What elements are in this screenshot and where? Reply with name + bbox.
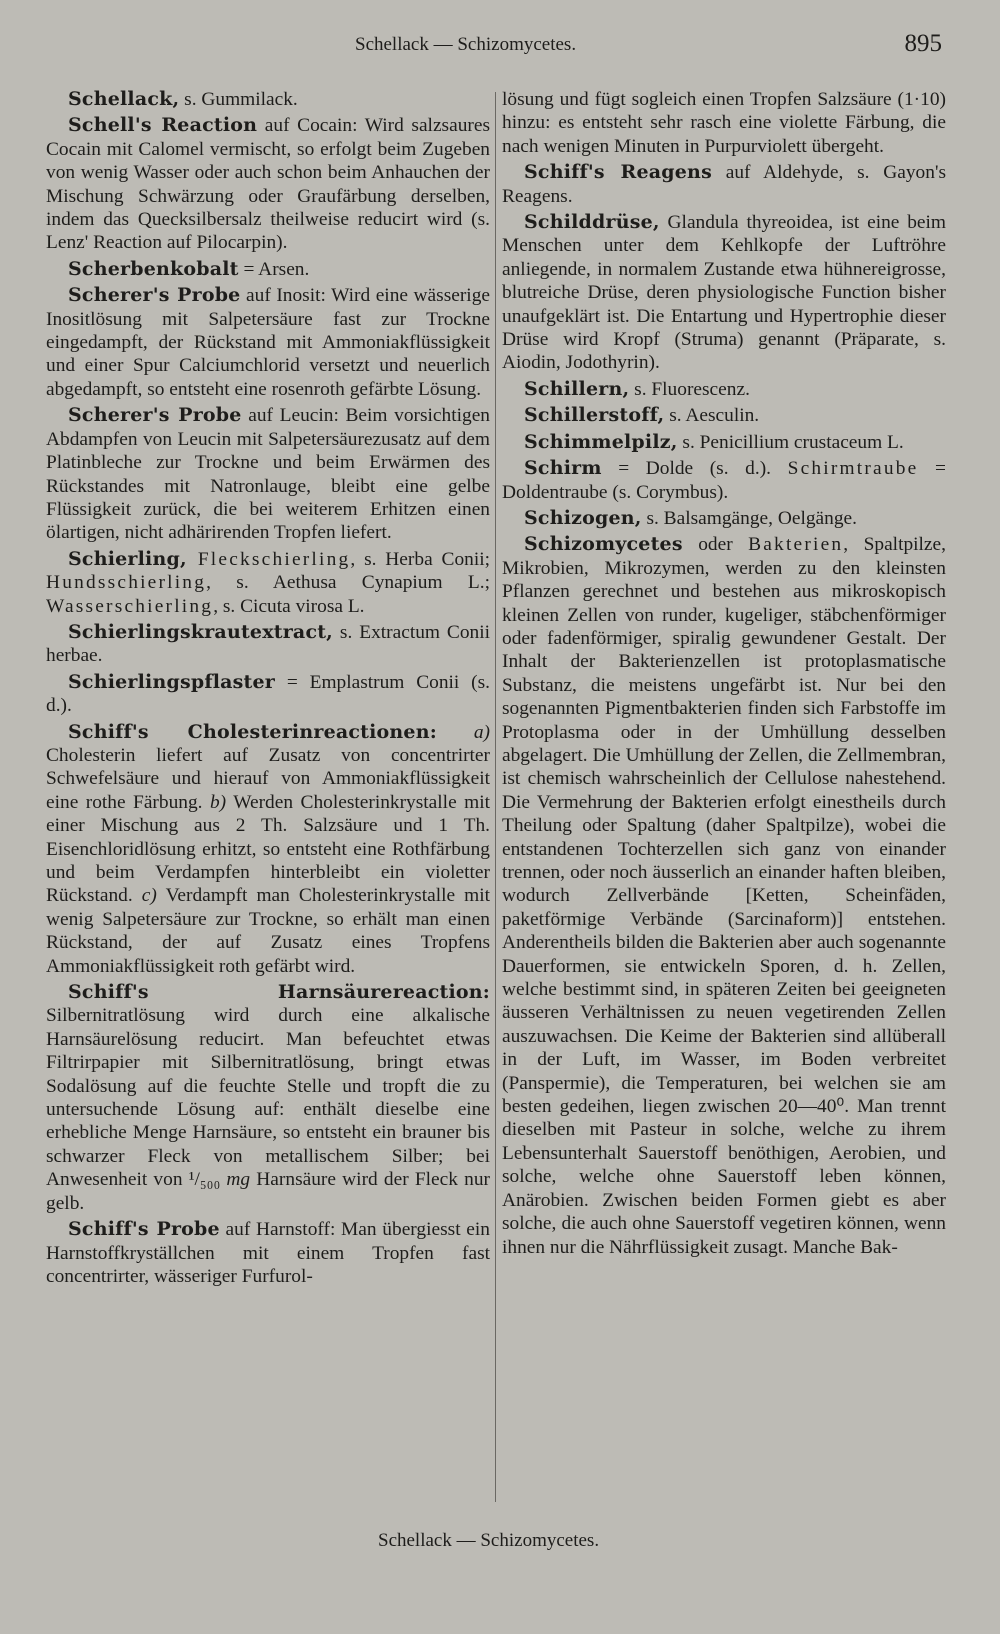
entry-schiffs-reagens bbox=[502, 161, 946, 208]
entry-text: auf Harnstoff: Man übergiesst ein Harnstoffkryställchen mit einem Tropfen fast concentrirter, wässeriger Furfurol- bbox=[46, 1219, 490, 1287]
page-number: 895 bbox=[904, 30, 942, 57]
entry-headword: Schell's Reaction bbox=[68, 114, 258, 137]
fraction: ¹/₅₀₀ bbox=[188, 1169, 221, 1191]
entry-schirm bbox=[502, 457, 946, 504]
entry-headword: Schiff's Harnsäurereaction: bbox=[68, 981, 490, 1004]
entry-text: Verdampft man Cholesterinkrystalle mit wenig Salpetersäure zur Trockne, so erhält man einen Rückstand, der auf Zusatz eines Tropfens Ammoniakflüssigkeit roth gefärbt wird. bbox=[46, 885, 490, 977]
entry-schierlingspflaster bbox=[46, 671, 490, 718]
entry-continuation bbox=[502, 88, 946, 158]
entry-text: Harnsäure wird der Fleck nur gelb. bbox=[46, 1169, 490, 1214]
entry-text: lösung und fügt sogleich einen Tropfen Salzsäure (1·10) hinzu: es entsteht sehr rasch eine violette Färbung, die nach wenigen Minuten in Purpurviolett übergeht. bbox=[502, 89, 946, 157]
entry-text: s. Aesculin. bbox=[664, 405, 760, 427]
right-column bbox=[502, 88, 946, 1262]
left-column bbox=[46, 88, 490, 1291]
entry-text: = Emplastrum Conii (s. d.). bbox=[46, 671, 490, 717]
running-head-title: Schellack — Schizomycetes. bbox=[355, 34, 577, 55]
entry-text: s. Fluorescenz. bbox=[629, 378, 750, 400]
entry-text: = Arsen. bbox=[238, 258, 310, 280]
entry-headword: Scherbenkobalt bbox=[68, 257, 239, 280]
entry-headword: Schillerstoff, bbox=[524, 404, 665, 427]
entry-text: Silbernitratlösung wird durch eine alkalische Harnsäurelösung reducirt. Man befeuchtet etwas Filtrirpapier mit Silbernitratlösung, bringt etwas Sodalösung auf die feuchte Stelle und tropft die zu untersuchende Lösung auf: enthält dieselbe eine erhebliche Menge Harnsäure, so entsteht ein brauner bis schwarzer Fleck von metallischem Silber; bei Anwesenheit von bbox=[46, 1005, 490, 1191]
entry-headword: Schierlingskrautextract, bbox=[68, 620, 334, 643]
entry-headword: Schiff's Probe bbox=[68, 1218, 220, 1241]
entry-scherers-probe-leucin bbox=[46, 404, 490, 544]
entry-headword: Schierling, bbox=[68, 547, 187, 570]
entry-text: , s. Aethusa Cynapium L.; bbox=[206, 572, 490, 594]
entry-text: , s. Herba Conii; bbox=[350, 548, 491, 570]
entry-schiffs-cholesterinreactionen bbox=[46, 721, 490, 978]
entry-headword: Schizomycetes bbox=[524, 533, 683, 556]
entry-text: s. Balsamgänge, Oelgänge. bbox=[641, 507, 857, 529]
entry-headword: Schiff's Reagens bbox=[524, 161, 712, 184]
entry-text: s. Gummilack. bbox=[179, 89, 298, 110]
item-marker: b) bbox=[209, 791, 227, 813]
spaced-term: Bakterien bbox=[748, 534, 844, 556]
spaced-term: Hundsschierling bbox=[46, 572, 207, 594]
spaced-term: Schirmtraube bbox=[787, 458, 919, 480]
entry-schells-reaction bbox=[46, 114, 490, 254]
entry-text: Glandula thyreoidea, ist eine beim Menschen unter dem Kehlkopfe der Luftröhre anliegende, in normalem Zustande etwa hühnereigrosse, blutreiche Drüse, deren physiologische Function bisher unaufgeklärt ist. Die Entartung und Hypertrophie dieser Drüse wird Kropf (Struma) genannt (Präparate, s. Aiodin, Jodothyrin). bbox=[502, 212, 946, 374]
column-divider bbox=[495, 92, 496, 1502]
entry-text: = Dolde (s. d.). bbox=[601, 458, 788, 480]
entry-headword: Schiff's Cholesterinreactionen: bbox=[68, 720, 437, 743]
entry-headword: Schillern, bbox=[524, 377, 630, 400]
entry-headword: Scherer's Probe bbox=[68, 284, 241, 307]
entry-text: , Spaltpilze, Mikrobien, Mikrozymen, werden zu den kleinsten Pflanzen gerechnet und bestehen aus mikroskopisch kleinen Zellen von runder, kugeliger, stäbchenförmiger oder fadenförmiger, spiralig gewundener Gestalt. Der Inhalt der Bakterienzellen ist protoplasmatische Substanz, die meistens ungefärbt ist. Nur bei den sogenannten Pigmentbakterien finden sich Farbstoffe im Protoplasma oder in der Umhüllung desselben abgelagert. Die Umhüllung der Zellen, die Zellmembran, ist chemisch wahrscheinlich der Cellulose nahestehend. Die Vermehrung der Bakterien erfolgt einestheils durch Theilung oder Spaltung (daher Spaltpilze), wobei die entstandenen Tochterzellen sich ganz von einander trennen, oder noch äusserlich an einander haften bleiben, wodurch Zellverbände [Ketten, Scheinfäden, paketförmige Verbände (Sarcinaform)] entstehen. Anderentheils bilden die Bakterien aber auch sogenannte Dauerformen, sie entwickeln Sporen, d. h. Zellen, welche bestimmt sind, in späteren Zeiten bei geeigneten äusseren Verhältnissen zu neuen vegetirenden Zellen auszuwachsen. Die Keime der Bakterien sind allüberall in der Luft, im Wasser, im Boden verbreitet (Panspermie), die Temperaturen, bei welchen sie am besten gedeihen, liegen zwischen 20—40⁰. Man trennt dieselben mit Pasteur in solche, welche zu ihrem Lebensunterhalt Sauerstoff benöthigen, Aerobien, und solche, welche ohne Sauerstoff leben können, Anärobien. Zwischen beiden Formen giebt es aber solche, die auch ohne Sauerstoff vegetiren können, wenn ihnen nur die Nährflüssigkeit zusagt. Manche Bak- bbox=[502, 534, 946, 1258]
entry-schiffs-probe bbox=[46, 1218, 490, 1288]
spaced-term: Fleckschierling bbox=[186, 548, 351, 570]
entry-headword: Scherer's Probe bbox=[68, 404, 242, 427]
entry-text: auf Cocain: Wird salzsaures Cocain mit Calomel vermischt, so erfolgt beim Zugeben von wenig Wasser oder auch schon beim Anhauchen der Mischung Schwärzung oder Graufärbung derselben, indem das Quecksilbersalz theilweise reducirt wird (s. Lenz' Reaction auf Pilocarpin). bbox=[46, 115, 491, 254]
entry-text: oder bbox=[682, 534, 749, 556]
entry-headword: Schizogen, bbox=[524, 506, 642, 529]
entry-scherbenkobalt bbox=[46, 258, 490, 281]
item-marker: c) bbox=[141, 885, 157, 907]
entry-text: s. Penicillium crustaceum L. bbox=[677, 431, 904, 453]
entry-schellack bbox=[46, 88, 490, 111]
entry-text: Cholesterin liefert auf Zusatz von concentrirter Schwefelsäure und hierauf von Ammoniakflüssigkeit eine rothe Färbung. bbox=[46, 744, 490, 813]
spaced-term: Wasserschierling bbox=[46, 595, 214, 617]
entry-text: s. Extractum Conii herbae. bbox=[46, 621, 490, 667]
running-head bbox=[0, 30, 1000, 60]
entry-schierling bbox=[46, 548, 490, 618]
entry-headword: Schierlingspflaster bbox=[68, 670, 276, 693]
entry-schizomycetes bbox=[502, 533, 946, 1259]
entry-headword: Schellack, bbox=[68, 88, 180, 110]
entry-text: auf Aldehyde, s. Gayon's Reagens. bbox=[502, 162, 946, 207]
entry-text: auf Leucin: Beim vorsichtigen Abdampfen von Leucin mit Salpetersäurezusatz auf dem Platinbleche zur Trockne und beim Erwärmen des Rückstandes mit Natronlauge, bleibt eine gelbe Flüssigkeit zurück, die bei weiterem Erhitzen einen ölartigen, nicht adhärirenden Tropfen liefert. bbox=[46, 405, 490, 544]
entry-scherers-probe-inosit bbox=[46, 284, 490, 401]
entry-schizogen bbox=[502, 507, 946, 530]
unit: mg bbox=[220, 1169, 251, 1191]
entry-headword: Schimmelpilz, bbox=[524, 430, 678, 453]
entry-headword: Schirm bbox=[524, 457, 602, 480]
entry-text: , s. Cicuta virosa L. bbox=[213, 595, 365, 617]
entry-headword: Schilddrüse, bbox=[524, 211, 660, 234]
entry-schiffs-harnsaeurereaction bbox=[46, 981, 490, 1215]
entry-schillerstoff bbox=[502, 404, 946, 427]
entry-text: auf Inosit: Wird eine wässerige Inositlösung mit Salpetersäure fast zur Trockne eingedampft, der Rückstand mit Ammoniakflüssigkeit und einer Spur Calciumchlorid versetzt und neuerlich abgedampft, so entsteht eine rosenroth gefärbte Lösung. bbox=[46, 285, 490, 400]
footer-catchword: Schellack — Schizomycetes. bbox=[378, 1530, 600, 1551]
entry-schierlingskrautextract bbox=[46, 621, 490, 668]
entry-schimmelpilz bbox=[502, 431, 946, 454]
entry-text: Werden Cholesterinkrystalle mit einer Mischung aus 2 Th. Salzsäure und 1 Th. Eisenchloridlösung erhitzt, so entsteht eine Rothfärbung und beim Verdampfen hinterbleibt ein violetter Rückstand. bbox=[46, 791, 490, 907]
entry-schillern bbox=[502, 378, 946, 401]
entry-text: = Doldentraube (s. Corymbus). bbox=[502, 458, 946, 503]
entry-schilddruese bbox=[502, 211, 946, 375]
item-marker: a) bbox=[473, 721, 490, 743]
